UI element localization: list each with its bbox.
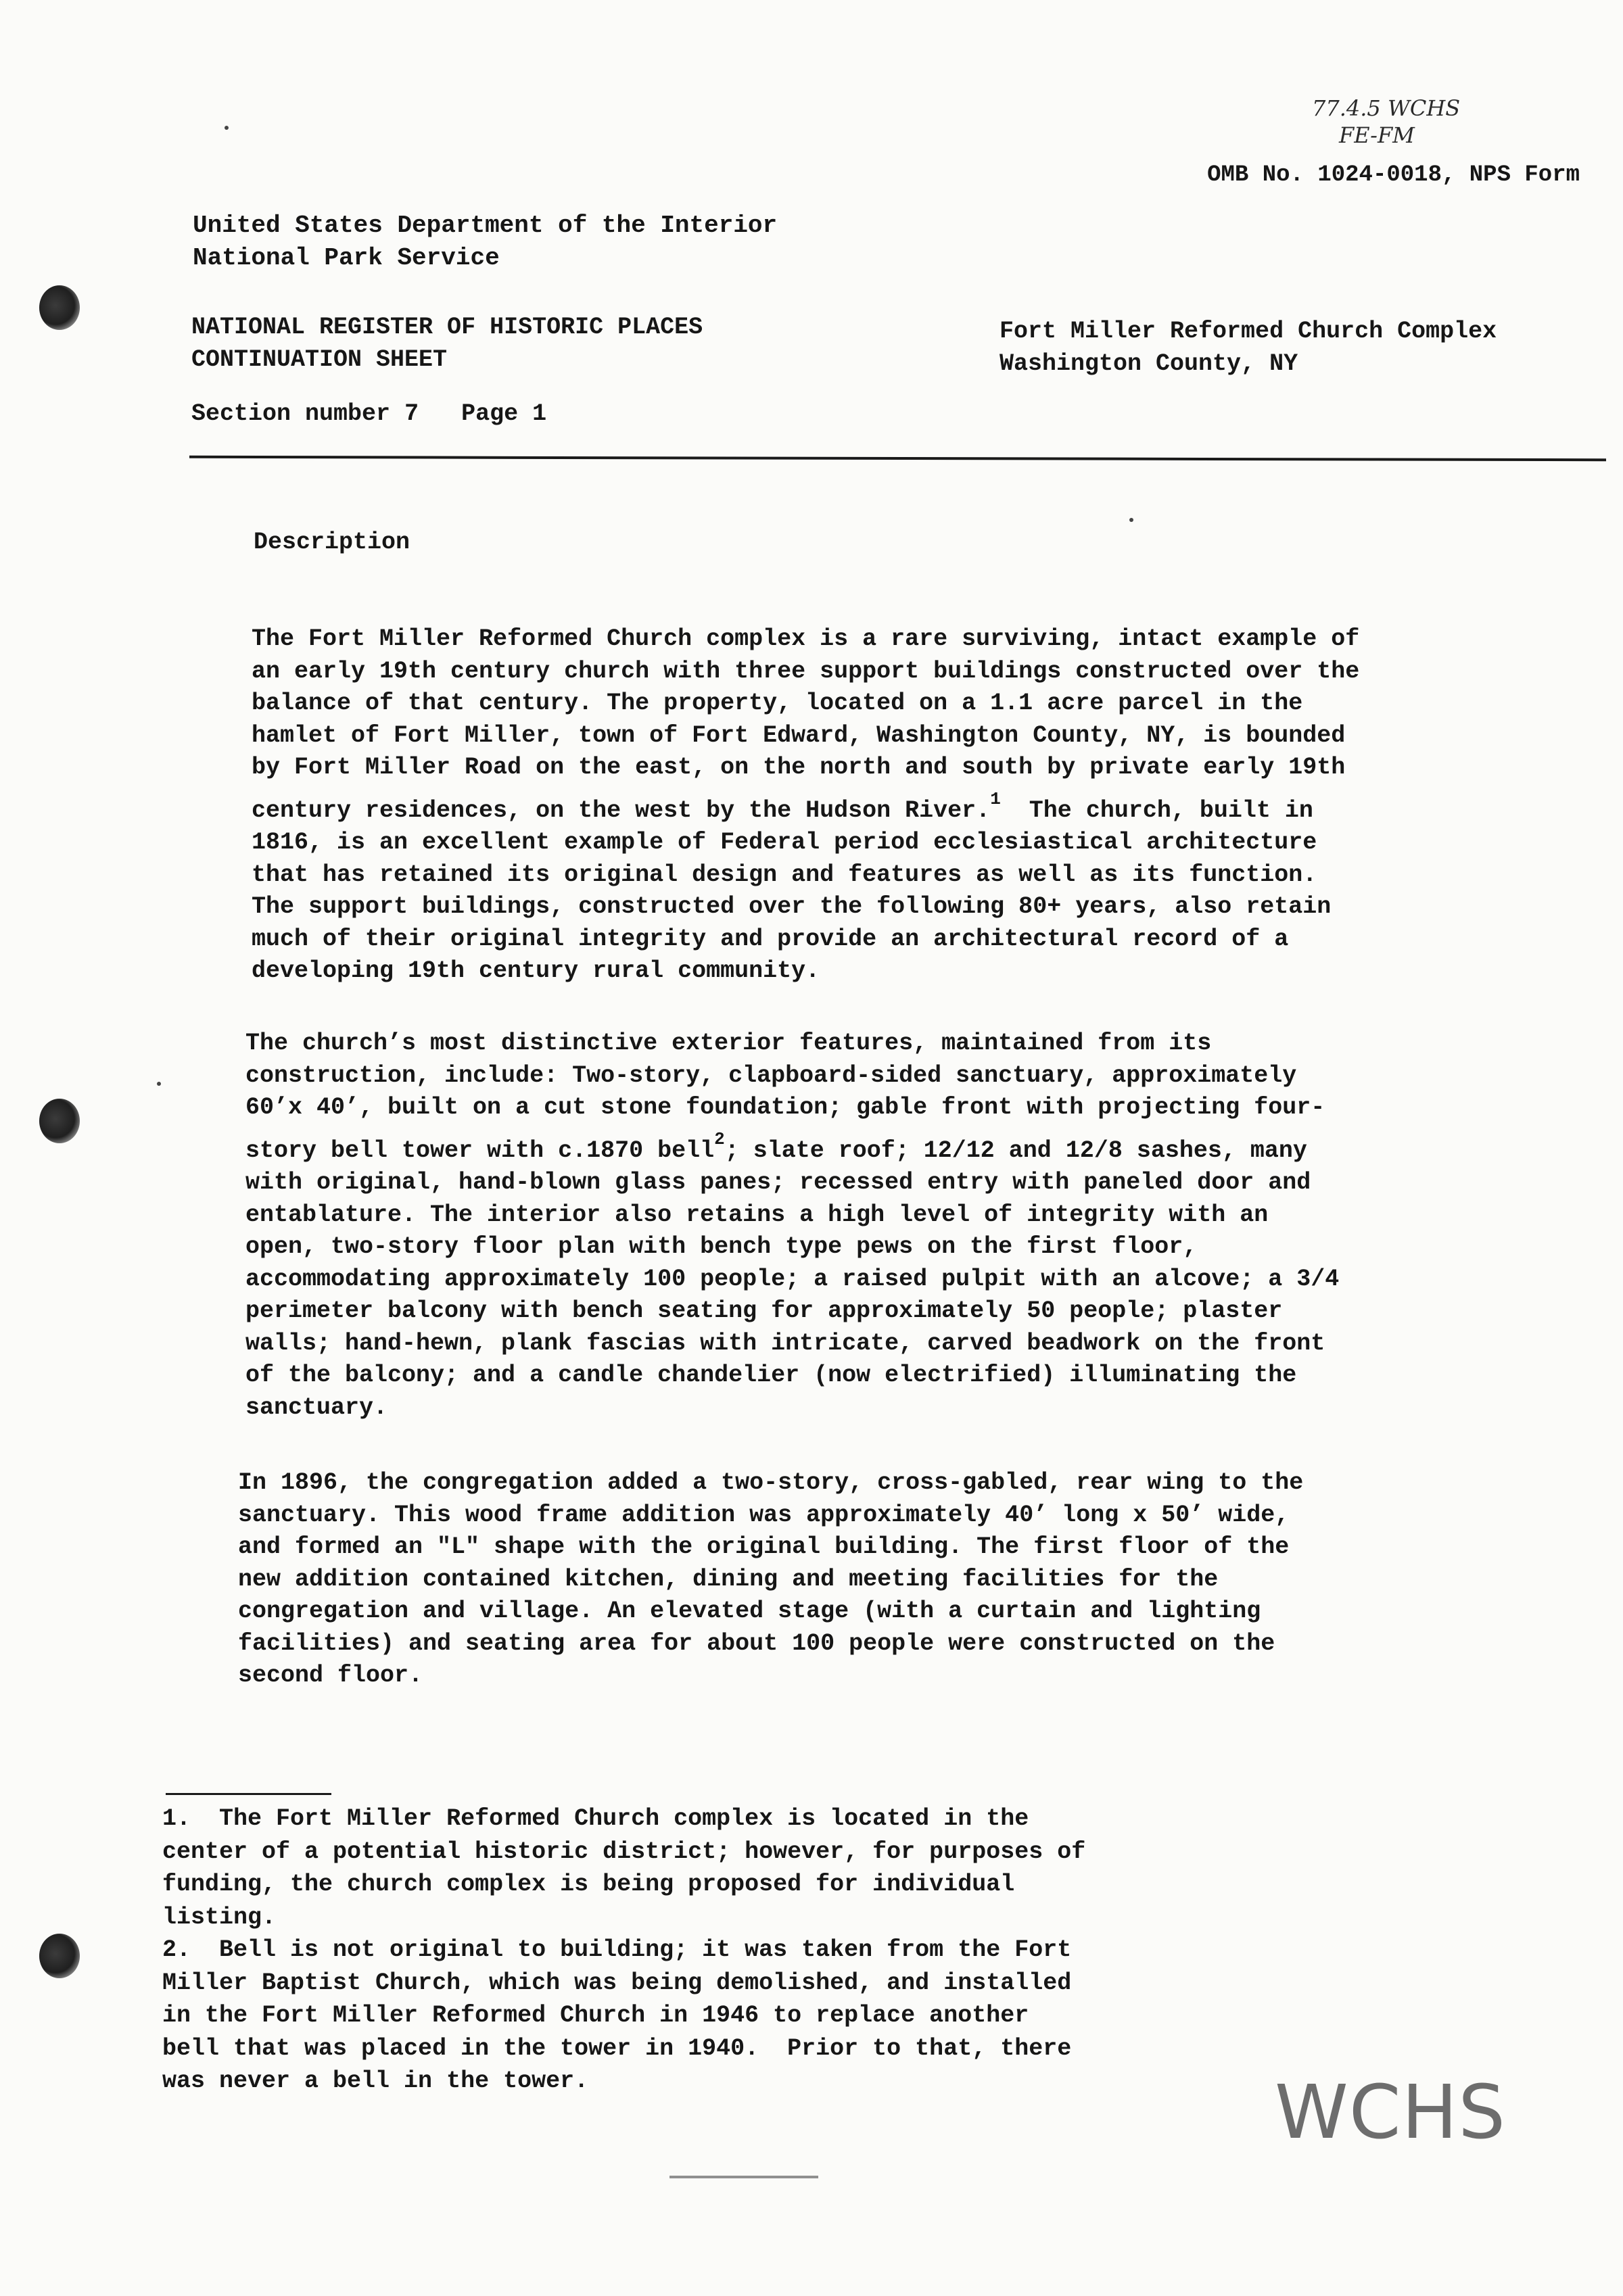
property-location: Washington County, NY (999, 350, 1298, 377)
register-subtitle: CONTINUATION SHEET (191, 346, 448, 373)
text-segment: ; slate roof; 12/12 and 12/8 sashes, many (724, 1137, 1307, 1164)
text-line: new addition contained kitchen, dining and meeting facilities for the (238, 1565, 1219, 1593)
footnote-divider (166, 1793, 331, 1795)
section-label: Section number (191, 400, 391, 427)
text-line: much of their original integrity and provide an architectural record of a (252, 925, 1289, 953)
header-divider (189, 456, 1606, 461)
text-line: second floor. (238, 1662, 423, 1689)
text-line: sanctuary. This wood frame addition was approximately 40’ long x 50’ wide, (238, 1501, 1290, 1529)
department-name: United States Department of the Interior (193, 212, 778, 239)
text-line: developing 19th century rural community. (252, 957, 820, 984)
punch-hole-bottom (39, 1934, 80, 1978)
text-line: The church’s most distinctive exterior features, maintained from its (245, 1030, 1212, 1057)
text-line (252, 788, 1359, 828)
property-name: Fort Miller Reformed Church Complex (999, 318, 1497, 345)
section-page-line (191, 400, 546, 427)
punch-hole-middle (39, 1099, 80, 1143)
text-line: entablature. The interior also retains a high level of integrity with an (245, 1201, 1269, 1228)
text-line: walls; hand-hewn, plank fascias with intricate, carved beadwork on the front (245, 1329, 1325, 1357)
scan-speck (157, 1082, 161, 1086)
agency-header (193, 210, 777, 274)
handwritten-note-line: 77.4.5 WCHS (1312, 95, 1461, 121)
section-number: 7 (404, 400, 419, 427)
text-line: congregation and village. An elevated stage (with a curtain and lighting (238, 1598, 1261, 1625)
register-title: NATIONAL REGISTER OF HISTORIC PLACES (191, 314, 703, 341)
footnote-line: 1. The Fort Miller Reformed Church complex is located in the (162, 1805, 1029, 1832)
text-segment: The church, built in (1000, 796, 1313, 824)
footnote-line: was never a bell in the tower. (162, 2067, 589, 2095)
paragraph-1 (252, 623, 1359, 988)
footnote-ref-1: 1 (990, 788, 1001, 809)
text-line: perimeter balcony with bench seating for approximately 50 people; plaster (245, 1297, 1283, 1324)
footnotes (162, 1802, 1085, 2098)
text-segment: century residences, on the west by the Hudson River. (252, 796, 991, 824)
footnote-line: in the Fort Miller Reformed Church in 1946 to replace another (162, 2002, 1029, 2029)
text-line: with original, hand-blown glass panes; recessed entry with paneled door and (245, 1169, 1311, 1196)
text-line (245, 1128, 1339, 1168)
paragraph-3 (238, 1467, 1303, 1692)
description-heading: Description (254, 529, 410, 556)
paragraph-2 (245, 1028, 1339, 1424)
text-line: by Fort Miller Road on the east, on the north and south by private early 19th (252, 754, 1346, 781)
text-line: an early 19th century church with three support buildings constructed over the (252, 657, 1360, 685)
footnote-line: bell that was placed in the tower in 1940. Prior to that, there (162, 2034, 1072, 2062)
text-line: facilities) and seating area for about 100 people were constructed on the (238, 1629, 1275, 1657)
footnote-ref-2: 2 (714, 1128, 725, 1149)
handwritten-note (1312, 95, 1488, 149)
text-line: accommodating approximately 100 people; a raised pulpit with an alcove; a 3/4 (245, 1265, 1340, 1293)
text-line: hamlet of Fort Miller, town of Fort Edward, Washington County, NY, is bounded (252, 721, 1346, 749)
text-line: The Fort Miller Reformed Church complex is a rare surviving, intact example of (252, 625, 1360, 652)
footnote-line: listing. (162, 1903, 277, 1931)
text-line: 60’x 40’, built on a cut stone foundation; gable front with projecting four- (245, 1094, 1325, 1121)
page-label: Page (461, 400, 519, 427)
text-line: of the balcony; and a candle chandelier (now electrified) illuminating the (245, 1362, 1297, 1389)
text-segment: story bell tower with c.1870 bell (245, 1137, 715, 1164)
text-line: The support buildings, constructed over the following 80+ years, also retain (252, 893, 1332, 920)
footnote-line: center of a potential historic district; however, for purposes of (162, 1838, 1086, 1865)
text-line: 1816, is an excellent example of Federal period ecclesiastical architecture (252, 829, 1317, 856)
handwritten-note-line: FE-FM (1339, 122, 1415, 148)
footnote-line: Miller Baptist Church, which was being demolished, and installed (162, 1969, 1072, 1996)
punch-hole-top (39, 285, 80, 330)
scan-edge-mark (669, 2176, 818, 2178)
text-line: sanctuary. (245, 1393, 388, 1421)
watermark: WCHS (1275, 2069, 1507, 2155)
register-title-block (191, 311, 703, 376)
text-line: In 1896, the congregation added a two-story, cross-gabled, rear wing to the (238, 1469, 1304, 1496)
scan-speck (225, 126, 229, 130)
text-line: construction, include: Two-story, clapboard-sided sanctuary, approximately (245, 1061, 1297, 1089)
service-name: National Park Service (193, 244, 500, 272)
text-line: balance of that century. The property, located on a 1.1 acre parcel in the (252, 690, 1303, 717)
text-line: that has retained its original design and features as well as its function. (252, 861, 1317, 888)
scan-speck (1129, 518, 1133, 522)
footnote-line: 2. Bell is not original to building; it was taken from the Fort (162, 1936, 1072, 1963)
property-block (999, 315, 1497, 380)
text-line: open, two-story floor plan with bench type pews on the first floor, (245, 1233, 1198, 1260)
text-line: and formed an "L" shape with the original building. The first floor of the (238, 1533, 1290, 1560)
footnote-line: funding, the church complex is being proposed for individual (162, 1871, 1015, 1898)
omb-number: OMB No. 1024-0018, NPS Form (1207, 162, 1580, 188)
page-number: 1 (532, 400, 547, 427)
